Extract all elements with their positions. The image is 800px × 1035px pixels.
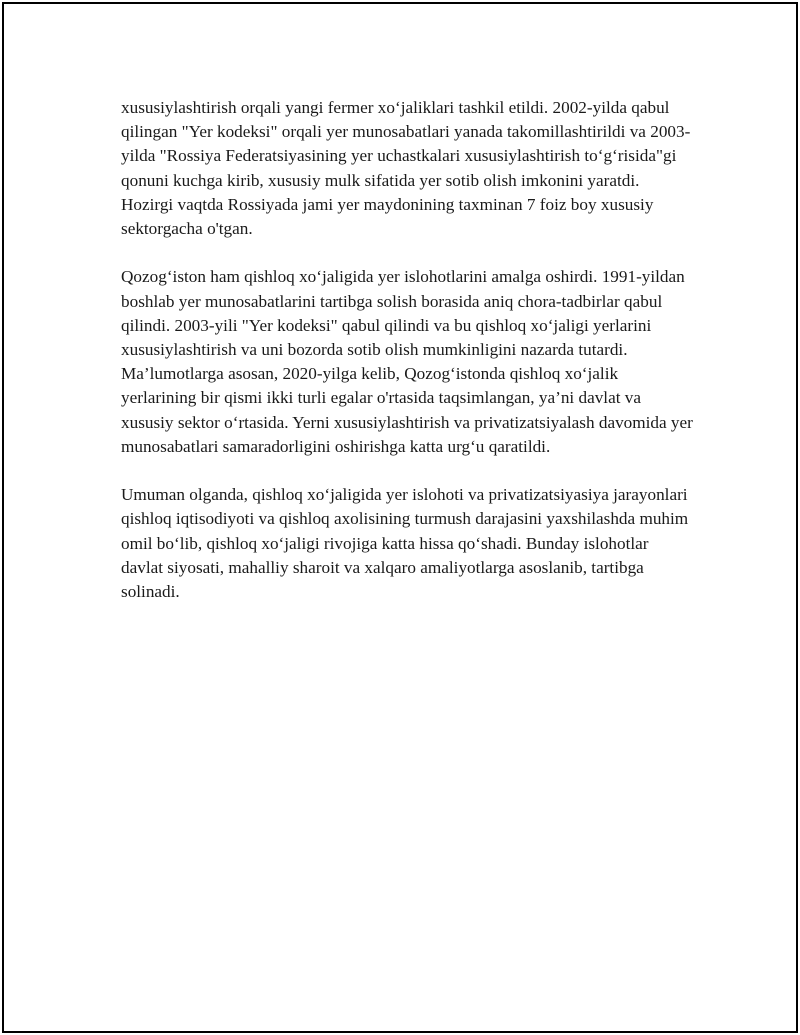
paragraph-russia-land-reform: xususiylashtirish orqali yangi fermer xo‘jaliklari tashkil etildi. 2002-yilda qabul qilingan "Yer kodeksi" orqali yer munosabatlari yanada takomillashtirildi va 2003-yilda "Rossiya Federatsiyasining yer uchastkalari xususiylashtirish to‘g‘risida"gi qonuni kuchga kirib, xususiy mulk sifatida yer sotib olish imkonini yaratdi. Hozirgi vaqtda Rossiyada jami yer maydonining taxminan 7 foiz boy xususiy sektorgacha o'tgan. bbox=[121, 98, 691, 239]
paragraph-kazakhstan-land-reform: Qozog‘iston ham qishloq xo‘jaligida yer islohotlarini amalga oshirdi. 1991-yildan boshlab yer munosabatlarini tartibga solish borasida aniq chora-tadbirlar qabul qilindi. 2003-yili "Yer kodeksi" qabul qilindi va bu qishloq xo‘jaligi yerlarini xususiylashtirish va uni bozorda sotib olish mumkinligini nazarda tutardi. Ma’lumotlarga asosan, 2020-yilga kelib, Qozog‘istonda qishloq xo‘jalik yerlarining bir qismi ikki turli egalar o'rtasida taqsimlangan, ya’ni davlat va xususiy sektor o‘rtasida. Yerni xususiylashtirish va privatizatsiyalash davomida yer munosabatlari samaradorligini oshirishga katta urg‘u qaratildi. bbox=[121, 267, 693, 456]
document-body bbox=[121, 96, 693, 628]
paragraph-conclusion: Umuman olganda, qishloq xo‘jaligida yer islohoti va privatizatsiyasiya jarayonlari qishloq iqtisodiyoti va qishloq axolisining turmush darajasini yaxshilashda muhim omil bo‘lib, qishloq xo‘jaligi rivojiga katta hissa qo‘shadi. Bunday islohotlar davlat siyosati, mahalliy sharoit va xalqaro amaliyotlarga asoslanib, tartibga solinadi. bbox=[121, 485, 689, 602]
document-page bbox=[2, 2, 798, 1033]
